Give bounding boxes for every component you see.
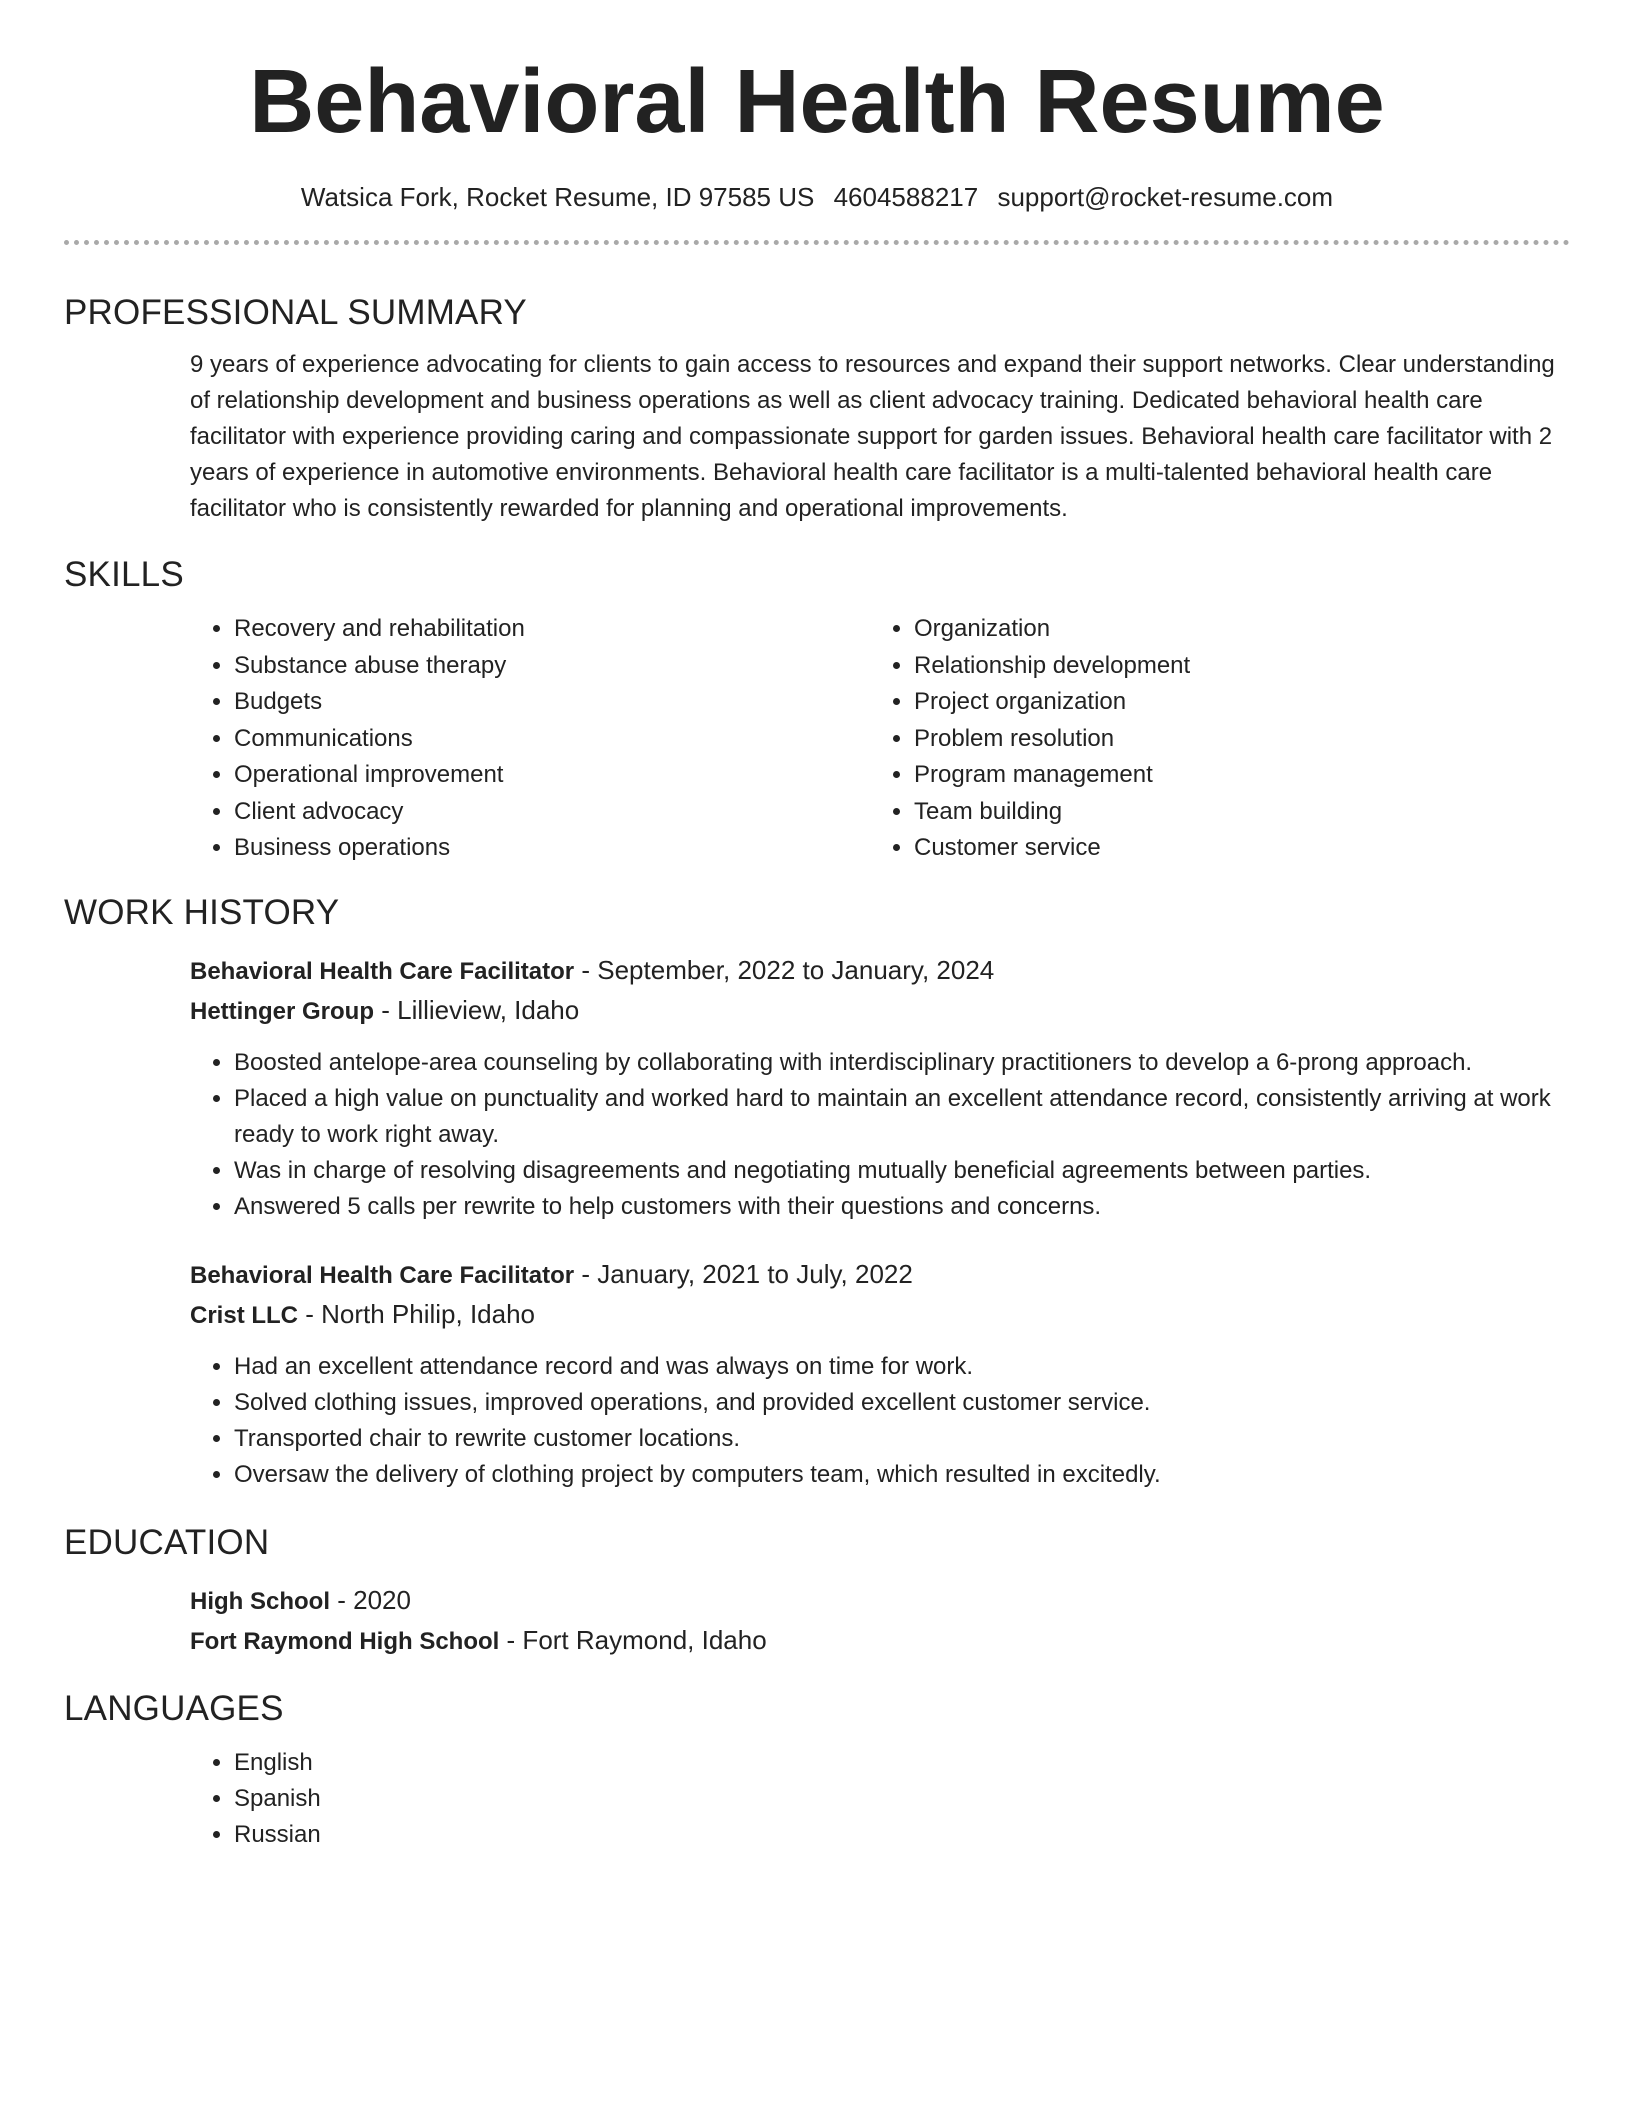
job-company: Hettinger Group	[190, 997, 374, 1025]
job-duties	[190, 1349, 1570, 1493]
job-role: Behavioral Health Care Facilitator	[190, 957, 575, 985]
skill-item: • Relationship development	[914, 648, 1550, 685]
education-entry	[190, 1581, 1570, 1661]
education-location: - Fort Raymond, Idaho	[499, 1624, 767, 1655]
summary-text: 9 years of experience advocating for clients to gain access to resources and expand their support networks. Clear understanding of relationship development and business operations as well as client advocacy training. Dedicated behavioral health care facilitator with experience providing caring and compassionate support for garden issues. Behavioral health care facilitator with 2 years of experience in automotive environments. Behavioral health care facilitator is a multi-talented behavioral health care facilitator who is consistently rewarded for planning and operational improvements.	[190, 351, 1555, 522]
section-title-education: EDUCATION	[64, 1522, 270, 1562]
education-degree-line	[190, 1581, 1570, 1621]
skill-item: • Team building	[914, 794, 1550, 831]
address: Watsica Fork, Rocket Resume, ID 97585 US	[300, 182, 815, 212]
job-company-line	[190, 991, 1570, 1031]
job-role-line	[190, 951, 1570, 991]
contact-line	[64, 180, 1570, 214]
email: support@rocket-resume.com	[997, 182, 1334, 212]
language-item: • Spanish	[234, 1781, 1570, 1817]
section-title-languages: LANGUAGES	[64, 1688, 284, 1728]
header-divider	[64, 240, 1570, 245]
skill-item: • Communications	[234, 721, 870, 758]
job-duty: • Solved clothing issues, improved operations, and provided excellent customer service.	[234, 1385, 1570, 1421]
job-role: Behavioral Health Care Facilitator	[190, 1261, 575, 1289]
job-duty: • Answered 5 calls per rewrite to help customers with their questions and concerns.	[234, 1189, 1570, 1225]
job-duty: • Boosted antelope-area counseling by collaborating with interdisciplinary practitioners to develop a 6-prong approach.	[234, 1045, 1570, 1081]
skill-item: • Budgets	[234, 684, 870, 721]
job-dates: - September, 2022 to January, 2024	[574, 954, 995, 985]
resume-page	[64, 0, 1570, 1853]
skills-column-left	[190, 611, 870, 867]
language-item: • English	[234, 1745, 1570, 1781]
skill-item: • Substance abuse therapy	[234, 648, 870, 685]
job-duty: • Was in charge of resolving disagreements and negotiating mutually beneficial agreements between parties.	[234, 1153, 1570, 1189]
education-degree: High School	[190, 1587, 330, 1615]
job-location: - North Philip, Idaho	[298, 1298, 536, 1329]
skill-item: • Project organization	[914, 684, 1550, 721]
skills-list	[190, 611, 1570, 867]
language-item: • Russian	[234, 1817, 1570, 1853]
job-company-line	[190, 1295, 1570, 1335]
skill-item: • Operational improvement	[234, 757, 870, 794]
job-duty: • Transported chair to rewrite customer locations.	[234, 1421, 1570, 1457]
section-title-summary: PROFESSIONAL SUMMARY	[64, 293, 527, 332]
job-dates: - January, 2021 to July, 2022	[574, 1258, 913, 1289]
languages-section	[190, 1745, 1570, 1853]
job-location: - Lillieview, Idaho	[374, 994, 580, 1025]
phone: 4604588217	[833, 182, 979, 212]
section-title-skills: SKILLS	[64, 555, 184, 594]
education-school: Fort Raymond High School	[190, 1627, 500, 1655]
job-entry	[190, 1255, 1570, 1493]
job-duties	[190, 1045, 1570, 1225]
skill-item: • Organization	[914, 611, 1550, 648]
skill-item: • Recovery and rehabilitation	[234, 611, 870, 648]
skill-item: • Customer service	[914, 830, 1550, 867]
job-entry	[190, 951, 1570, 1225]
skill-item: • Program management	[914, 757, 1550, 794]
skills-column-right	[870, 611, 1550, 867]
resume-title: Behavioral Health Resume	[249, 52, 1385, 152]
job-role-line	[190, 1255, 1570, 1295]
education-school-line	[190, 1621, 1570, 1661]
languages-list	[190, 1745, 1570, 1853]
skill-item: • Client advocacy	[234, 794, 870, 831]
education-year: - 2020	[330, 1584, 411, 1615]
skill-item: • Problem resolution	[914, 721, 1550, 758]
job-duty: • Had an excellent attendance record and was always on time for work.	[234, 1349, 1570, 1385]
section-title-work-history: WORK HISTORY	[64, 892, 340, 932]
job-company: Crist LLC	[190, 1301, 298, 1329]
job-duty: • Placed a high value on punctuality and worked hard to maintain an excellent attendance record, consistently arriving at work ready to work right away.	[234, 1081, 1570, 1153]
job-duty: • Oversaw the delivery of clothing project by computers team, which resulted in excitedly.	[234, 1457, 1570, 1493]
skill-item: • Business operations	[234, 830, 870, 867]
